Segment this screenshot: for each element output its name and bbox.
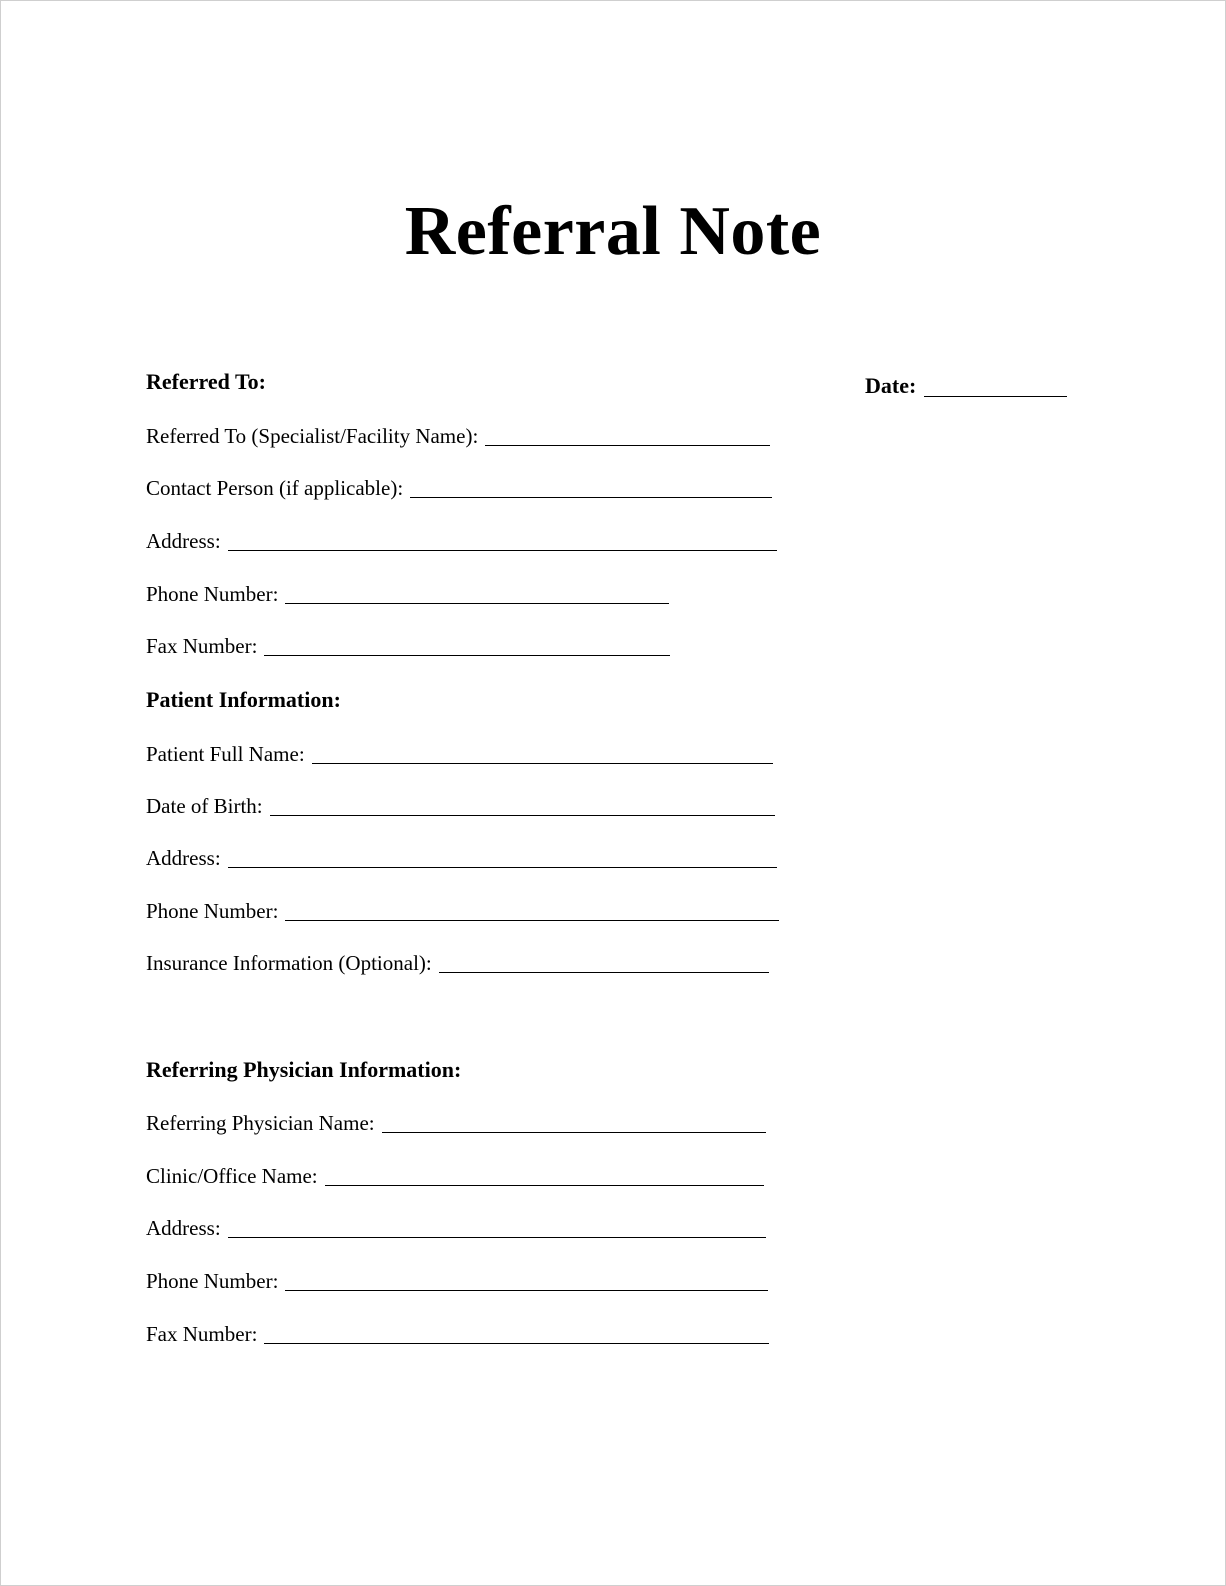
date-label: Date:: [865, 373, 917, 398]
field-label: Address:: [146, 1216, 221, 1240]
physician-address-field: [146, 1215, 766, 1241]
patient-dob-field: [146, 793, 775, 819]
field-label: Phone Number:: [146, 1269, 279, 1293]
referred-to-fax-field: [146, 633, 670, 659]
referring-physician-heading: Referring Physician Information:: [146, 1057, 462, 1082]
field-label: Contact Person (if applicable):: [146, 476, 404, 500]
physician-name-blank[interactable]: [382, 1110, 766, 1133]
referred-to-address-blank[interactable]: [228, 528, 777, 551]
field-label: Phone Number:: [146, 899, 279, 923]
field-label: Date of Birth:: [146, 794, 263, 818]
referred-to-name-field: [146, 423, 770, 449]
referred-to-name-blank[interactable]: [485, 423, 770, 446]
page-title: Referral Note: [404, 193, 822, 270]
date-blank-line[interactable]: [924, 374, 1067, 397]
field-label: Referring Physician Name:: [146, 1111, 375, 1135]
physician-name-field: [146, 1110, 766, 1136]
contact-person-blank[interactable]: [410, 475, 772, 498]
referred-to-phone-blank[interactable]: [285, 581, 669, 604]
physician-phone-blank[interactable]: [285, 1268, 768, 1291]
patient-insurance-field: [146, 950, 769, 976]
physician-address-blank[interactable]: [228, 1215, 766, 1238]
field-label: Clinic/Office Name:: [146, 1164, 318, 1188]
contact-person-field: [146, 475, 772, 501]
field-label: Referred To (Specialist/Facility Name):: [146, 424, 479, 448]
field-label: Phone Number:: [146, 582, 279, 606]
clinic-office-name-field: [146, 1163, 764, 1189]
patient-full-name-blank[interactable]: [312, 741, 773, 764]
field-label: Address:: [146, 529, 221, 553]
referred-to-address-field: [146, 528, 777, 554]
field-label: Insurance Information (Optional):: [146, 951, 432, 975]
referred-to-phone-field: [146, 581, 669, 607]
patient-full-name-field: [146, 741, 773, 767]
referred-to-heading: Referred To:: [146, 369, 266, 394]
patient-insurance-blank[interactable]: [439, 950, 769, 973]
referred-to-fax-blank[interactable]: [264, 633, 670, 656]
field-label: Fax Number:: [146, 1322, 258, 1346]
patient-information-heading: Patient Information:: [146, 687, 341, 712]
physician-fax-blank[interactable]: [264, 1321, 769, 1344]
field-label: Patient Full Name:: [146, 742, 305, 766]
clinic-office-name-blank[interactable]: [325, 1163, 764, 1186]
patient-phone-field: [146, 898, 779, 924]
patient-address-blank[interactable]: [228, 845, 777, 868]
patient-phone-blank[interactable]: [285, 898, 779, 921]
field-label: Address:: [146, 846, 221, 870]
field-label: Fax Number:: [146, 634, 258, 658]
physician-fax-field: [146, 1321, 769, 1347]
patient-dob-blank[interactable]: [270, 793, 775, 816]
date-field: [865, 373, 1067, 399]
physician-phone-field: [146, 1268, 768, 1294]
patient-address-field: [146, 845, 777, 871]
